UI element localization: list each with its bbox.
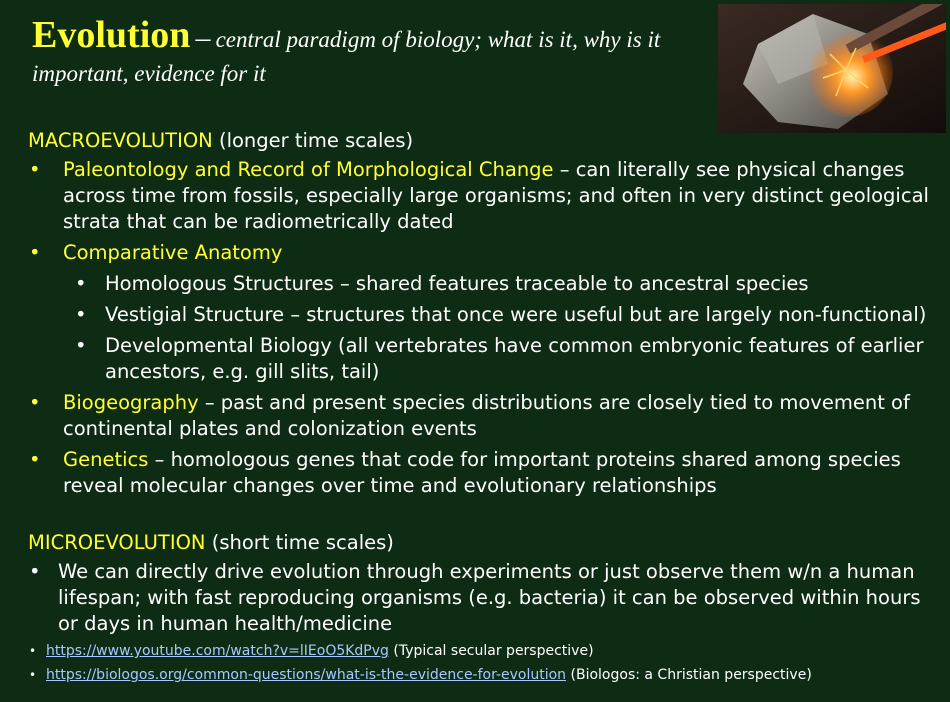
bullet-icon: • — [75, 334, 87, 357]
list-item — [28, 157, 933, 235]
bullet-icon: • — [75, 303, 87, 326]
microevolution-heading — [28, 530, 933, 556]
item-label: Paleontology and Record of Morphological Change — [63, 158, 554, 181]
bullet-icon: • — [29, 644, 37, 658]
item-text: – past and present species distributions are closely tied to movement of continental plates and colonization events — [63, 391, 910, 440]
list-item — [28, 240, 933, 266]
list-item — [28, 559, 933, 637]
microevolution-note: (short time scales) — [205, 531, 394, 554]
item-label: Biogeography — [63, 391, 199, 414]
title-dash: – — [195, 21, 211, 54]
item-text: Developmental Biology (all vertebrates have common embryonic features of earlier ancestors, e.g. gill slits, tail) — [105, 334, 924, 383]
link-item-youtube — [28, 642, 933, 660]
hammer-anvil-sparks-image — [718, 4, 946, 133]
item-label: Genetics — [63, 448, 149, 471]
macroevolution-list — [28, 157, 933, 499]
section-spacer — [28, 504, 933, 530]
item-text: – can literally see physical changes across time from fossils, especially large organisms; and often in very distinct geological strata that can be radiometrically dated — [63, 158, 929, 233]
bullet-icon: • — [75, 272, 87, 295]
microevolution-list — [28, 559, 933, 684]
bullet-icon: • — [29, 391, 41, 414]
microevolution-label: MICROEVOLUTION — [28, 531, 206, 554]
link-note: (Biologos: a Christian perspective) — [566, 667, 812, 683]
bullet-icon: • — [29, 158, 41, 181]
item-label: Comparative Anatomy — [63, 241, 283, 264]
slide-title — [32, 12, 712, 88]
macroevolution-note: (longer time scales) — [212, 129, 414, 152]
item-text: – homologous genes that code for important proteins shared among species reveal molecular changes over time and evolutionary relationships — [63, 448, 901, 497]
biologos-link[interactable]: https://biologos.org/common-questions/what-is-the-evidence-for-evolution — [46, 667, 567, 683]
link-item-biologos — [28, 666, 933, 684]
bullet-icon: • — [29, 241, 41, 264]
sub-list-item — [28, 271, 933, 297]
macroevolution-heading — [28, 128, 933, 154]
title-main: Evolution — [32, 14, 191, 56]
sub-list-item — [28, 302, 933, 328]
youtube-link[interactable]: https://www.youtube.com/watch?v=lIEoO5KdPvg — [46, 643, 389, 659]
sub-list-item — [28, 333, 933, 385]
bullet-icon: • — [29, 448, 41, 471]
item-text: Vestigial Structure – structures that once were useful but are largely non-functional) — [105, 303, 927, 326]
slide-content — [28, 128, 933, 690]
list-item — [28, 390, 933, 442]
link-note: (Typical secular perspective) — [388, 643, 594, 659]
item-text: Homologous Structures – shared features traceable to ancestral species — [105, 272, 809, 295]
item-text: We can directly drive evolution through experiments or just observe them w/n a human lifespan; with fast reproducing organisms (e.g. bacteria) it can be observed within hours or days in human health/medicine — [58, 560, 921, 635]
title-subtitle: central paradigm of biology; what is it, why is it important, evidence for it — [32, 27, 661, 86]
bullet-icon: • — [29, 560, 41, 583]
macroevolution-label: MACROEVOLUTION — [28, 129, 213, 152]
list-item — [28, 447, 933, 499]
bullet-icon: • — [29, 668, 37, 682]
